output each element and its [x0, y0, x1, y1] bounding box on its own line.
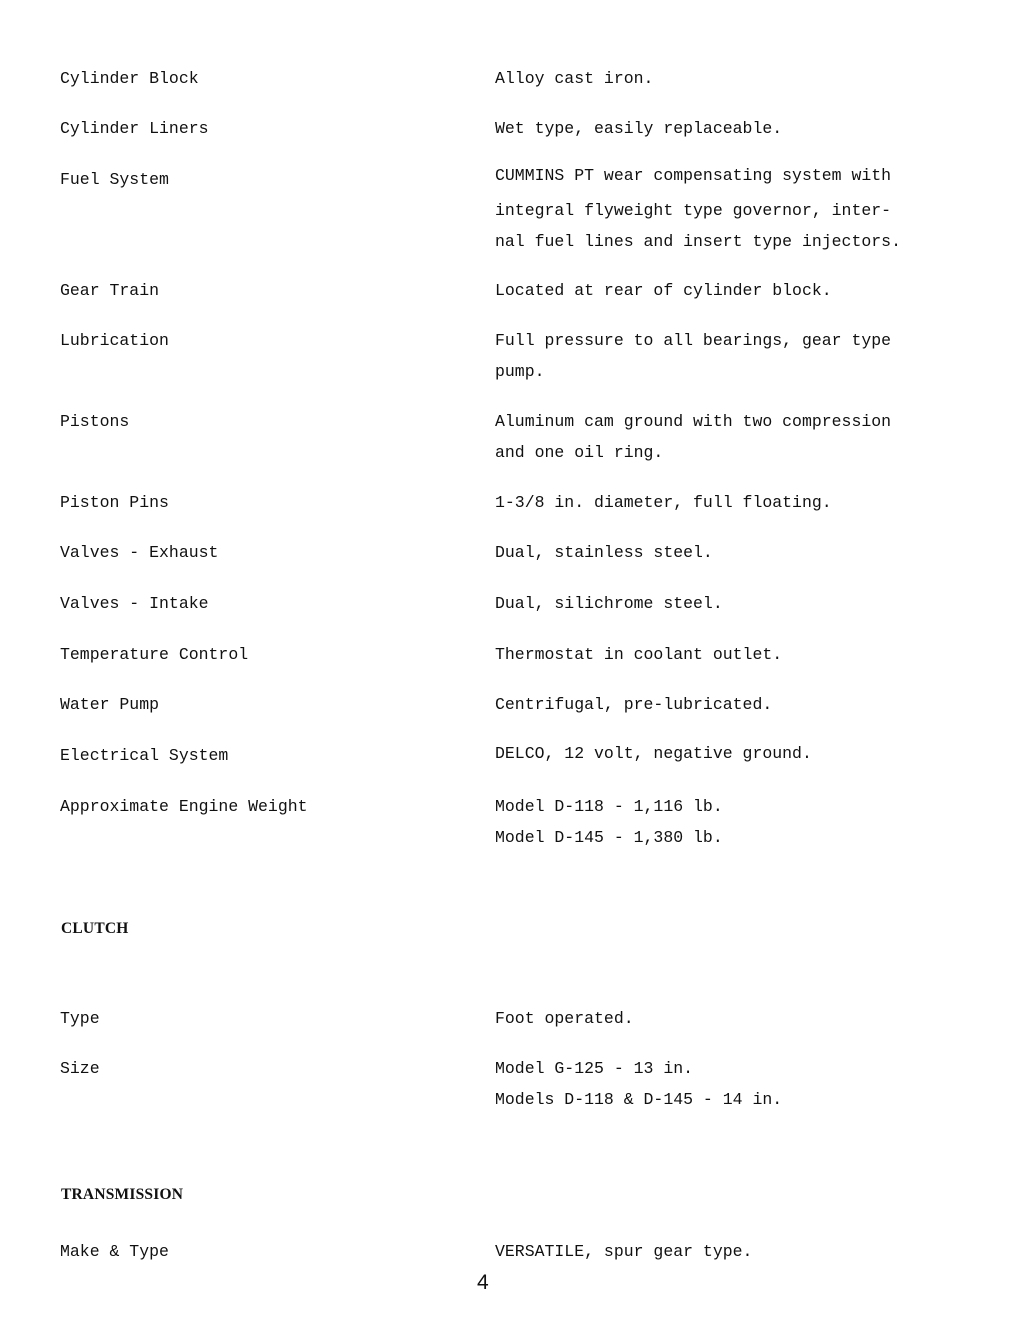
spec-value-line: 1-3/8 in. diameter, full floating.	[495, 493, 832, 512]
spec-value-line: pump.	[495, 361, 545, 381]
spec-label: Piston Pins	[60, 493, 169, 512]
spec-value	[495, 493, 832, 524]
spec-value-line: Alloy cast iron.	[495, 69, 654, 88]
spec-value	[495, 645, 782, 676]
spec-value-line: Located at rear of cylinder block.	[495, 281, 832, 300]
spec-value-line: Centrifugal, pre-lubricated.	[495, 695, 773, 714]
section-heading-transmission: TRANSMISSION	[61, 1186, 184, 1203]
spec-value-line: Foot operated.	[495, 1009, 634, 1028]
spec-value	[495, 543, 713, 574]
spec-value	[495, 1242, 752, 1273]
spec-value-line: Models D-118 & D-145 - 14 in.	[495, 1089, 783, 1109]
spec-label: Gear Train	[60, 281, 160, 300]
spec-label: Valves - Intake	[60, 594, 209, 613]
spec-label: Valves - Exhaust	[60, 543, 219, 562]
spec-label: Fuel System	[60, 170, 169, 189]
spec-value	[495, 166, 901, 262]
spec-value-line: CUMMINS PT wear compensating system with	[495, 166, 892, 185]
spec-value	[495, 119, 782, 150]
spec-label: Electrical System	[60, 746, 229, 765]
spec-value-line: integral flyweight type governor, inter-	[495, 201, 892, 220]
spec-value-line: and one oil ring.	[495, 442, 664, 462]
spec-value	[495, 744, 812, 775]
spec-label: Size	[60, 1059, 100, 1078]
spec-label: Water Pump	[60, 695, 160, 714]
spec-value-line: VERSATILE, spur gear type.	[495, 1242, 753, 1261]
spec-value	[495, 331, 891, 392]
spec-value	[495, 412, 891, 473]
spec-value-line: nal fuel lines and insert type injectors.	[495, 231, 901, 251]
spec-value-line: Dual, stainless steel.	[495, 543, 713, 562]
spec-value-line: Model D-145 - 1,380 lb.	[495, 827, 723, 847]
spec-label: Type	[60, 1009, 100, 1028]
spec-value	[495, 594, 723, 625]
spec-value-line: Model G-125 - 13 in.	[495, 1059, 694, 1078]
spec-value-line: DELCO, 12 volt, negative ground.	[495, 744, 812, 763]
spec-label: Cylinder Liners	[60, 119, 209, 138]
page-number: 4	[477, 1271, 489, 1294]
spec-label: Pistons	[60, 412, 130, 431]
spec-value	[495, 281, 832, 312]
spec-label: Lubrication	[60, 331, 169, 350]
spec-label: Temperature Control	[60, 645, 249, 664]
spec-value-line: Thermostat in coolant outlet.	[495, 645, 783, 664]
section-heading-clutch: CLUTCH	[61, 920, 129, 937]
spec-value	[495, 69, 653, 100]
spec-label: Cylinder Block	[60, 69, 199, 88]
spec-label: Approximate Engine Weight	[60, 797, 308, 816]
spec-value	[495, 797, 723, 858]
spec-value	[495, 1059, 782, 1120]
spec-value-line: Full pressure to all bearings, gear type	[495, 331, 892, 350]
spec-value	[495, 695, 772, 726]
spec-value-line: Aluminum cam ground with two compression	[495, 412, 892, 431]
spec-value-line: Dual, silichrome steel.	[495, 594, 723, 613]
spec-value-line: Wet type, easily replaceable.	[495, 119, 783, 138]
spec-value-line: Model D-118 - 1,116 lb.	[495, 797, 723, 816]
spec-value	[495, 1009, 634, 1040]
spec-label: Make & Type	[60, 1242, 169, 1261]
